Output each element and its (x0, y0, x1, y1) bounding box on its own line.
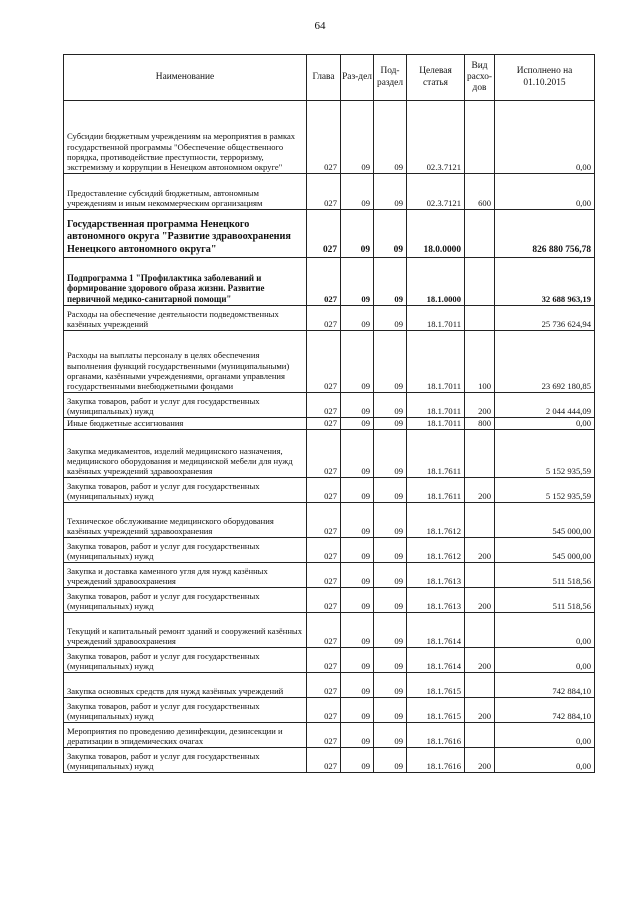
row-section: 09 (341, 673, 374, 698)
table-row (64, 306, 595, 331)
header-executed: Исполнено на 01.10.2015 (495, 55, 595, 101)
row-subsection: 09 (374, 174, 407, 210)
row-expense-type: 200 (465, 393, 495, 418)
header-section: Раз-дел (341, 55, 374, 101)
page-number: 64 (314, 20, 326, 32)
table-row (64, 538, 595, 563)
row-expense-type (465, 723, 495, 748)
row-expense-type: 200 (465, 698, 495, 723)
row-name: Мероприятия по проведению дезинфекции, дезинсекции и дератизации в эпидемических очагах (64, 723, 307, 748)
table-row (64, 478, 595, 503)
row-expense-type (465, 306, 495, 331)
row-expense-type (465, 673, 495, 698)
row-section: 09 (341, 648, 374, 673)
row-section: 09 (341, 588, 374, 613)
row-section: 09 (341, 698, 374, 723)
row-section: 09 (341, 306, 374, 331)
row-amount: 0,00 (495, 613, 595, 648)
row-target-code: 02.3.7121 (407, 174, 465, 210)
row-target-code: 18.1.7615 (407, 698, 465, 723)
row-target-code: 18.1.7613 (407, 588, 465, 613)
row-section: 09 (341, 748, 374, 773)
row-subsection: 09 (374, 478, 407, 503)
row-subsection: 09 (374, 613, 407, 648)
row-target-code: 18.1.0000 (407, 258, 465, 306)
row-name: Закупка товаров, работ и услуг для государственных (муниципальных) нужд (64, 588, 307, 613)
row-subsection: 09 (374, 588, 407, 613)
row-subsection: 09 (374, 748, 407, 773)
row-name: Расходы на выплаты персоналу в целях обеспечения выполнения функций государственными (муниципальными) органами, казёнными учреждениями, органами управления государственными внебюджетными фондами (64, 331, 307, 393)
row-expense-type: 200 (465, 478, 495, 503)
row-target-code: 18.1.7612 (407, 503, 465, 538)
row-expense-type: 200 (465, 538, 495, 563)
row-target-code: 18.1.7616 (407, 748, 465, 773)
row-expense-type (465, 613, 495, 648)
row-section: 09 (341, 174, 374, 210)
table-row (64, 673, 595, 698)
table-row (64, 648, 595, 673)
row-section: 09 (341, 101, 374, 174)
row-section: 09 (341, 418, 374, 430)
row-subsection: 09 (374, 673, 407, 698)
row-subsection: 09 (374, 210, 407, 258)
row-chapter: 027 (307, 331, 341, 393)
row-chapter: 027 (307, 101, 341, 174)
row-chapter: 027 (307, 174, 341, 210)
row-target-code: 18.1.7616 (407, 723, 465, 748)
row-subsection: 09 (374, 331, 407, 393)
row-chapter: 027 (307, 393, 341, 418)
row-target-code: 18.0.0000 (407, 210, 465, 258)
row-chapter: 027 (307, 613, 341, 648)
row-section: 09 (341, 613, 374, 648)
row-section: 09 (341, 478, 374, 503)
row-target-code: 18.1.7613 (407, 563, 465, 588)
table-row (64, 258, 595, 306)
row-expense-type: 600 (465, 174, 495, 210)
row-chapter: 027 (307, 648, 341, 673)
row-section: 09 (341, 210, 374, 258)
row-amount: 511 518,56 (495, 563, 595, 588)
row-expense-type (465, 563, 495, 588)
row-expense-type (465, 101, 495, 174)
row-subsection: 09 (374, 698, 407, 723)
row-target-code: 18.1.7612 (407, 538, 465, 563)
row-amount: 25 736 624,94 (495, 306, 595, 331)
row-amount: 5 152 935,59 (495, 430, 595, 478)
row-chapter: 027 (307, 588, 341, 613)
row-amount: 545 000,00 (495, 503, 595, 538)
row-name: Предоставление субсидий бюджетным, автономным учреждениям и иным некоммерческим организациям (64, 174, 307, 210)
row-expense-type (465, 430, 495, 478)
table-row (64, 698, 595, 723)
row-subsection: 09 (374, 563, 407, 588)
row-subsection: 09 (374, 393, 407, 418)
row-target-code: 18.1.7615 (407, 673, 465, 698)
row-amount: 742 884,10 (495, 698, 595, 723)
row-amount: 2 044 444,09 (495, 393, 595, 418)
row-chapter: 027 (307, 258, 341, 306)
table-row (64, 430, 595, 478)
row-chapter: 027 (307, 210, 341, 258)
row-target-code: 18.1.7011 (407, 331, 465, 393)
row-amount: 0,00 (495, 748, 595, 773)
table-row (64, 331, 595, 393)
table-row (64, 588, 595, 613)
table-row (64, 174, 595, 210)
row-expense-type: 200 (465, 588, 495, 613)
row-chapter: 027 (307, 723, 341, 748)
row-subsection: 09 (374, 258, 407, 306)
row-name: Закупка товаров, работ и услуг для государственных (муниципальных) нужд (64, 538, 307, 563)
row-name: Закупка товаров, работ и услуг для государственных (муниципальных) нужд (64, 393, 307, 418)
row-chapter: 027 (307, 478, 341, 503)
budget-table (63, 54, 595, 773)
row-target-code: 18.1.7011 (407, 418, 465, 430)
row-target-code: 18.1.7011 (407, 393, 465, 418)
row-amount: 545 000,00 (495, 538, 595, 563)
row-subsection: 09 (374, 503, 407, 538)
row-name: Расходы на обеспечение деятельности подведомственных казённых учреждений (64, 306, 307, 331)
row-section: 09 (341, 258, 374, 306)
row-subsection: 09 (374, 648, 407, 673)
row-name: Закупка товаров, работ и услуг для государственных (муниципальных) нужд (64, 648, 307, 673)
row-chapter: 027 (307, 698, 341, 723)
row-amount: 32 688 963,19 (495, 258, 595, 306)
row-name: Закупка и доставка каменного угля для нужд казённых учреждений здравоохранения (64, 563, 307, 588)
row-section: 09 (341, 503, 374, 538)
row-expense-type: 200 (465, 648, 495, 673)
row-amount: 0,00 (495, 723, 595, 748)
row-target-code: 18.1.7614 (407, 613, 465, 648)
row-expense-type: 100 (465, 331, 495, 393)
row-chapter: 027 (307, 748, 341, 773)
table-row (64, 393, 595, 418)
row-amount: 511 518,56 (495, 588, 595, 613)
row-subsection: 09 (374, 430, 407, 478)
row-target-code: 18.1.7011 (407, 306, 465, 331)
row-name: Иные бюджетные ассигнования (64, 418, 307, 430)
row-expense-type: 800 (465, 418, 495, 430)
header-expense-type: Вид расхо-дов (465, 55, 495, 101)
table-header-row (64, 55, 595, 101)
row-name: Закупка основных средств для нужд казённых учреждений (64, 673, 307, 698)
row-chapter: 027 (307, 538, 341, 563)
row-amount: 0,00 (495, 174, 595, 210)
row-subsection: 09 (374, 306, 407, 331)
row-chapter: 027 (307, 418, 341, 430)
row-target-code: 18.1.7611 (407, 478, 465, 503)
row-amount: 0,00 (495, 648, 595, 673)
row-chapter: 027 (307, 430, 341, 478)
row-amount: 23 692 180,85 (495, 331, 595, 393)
row-name: Субсидии бюджетным учреждениям на мероприятия в рамках государственной программы "Обеспечение общественного порядка, противодействие преступности, терроризму, экстремизму и коррупции в Ненецком автономном округе" (64, 101, 307, 174)
table-row (64, 723, 595, 748)
row-subsection: 09 (374, 723, 407, 748)
row-chapter: 027 (307, 563, 341, 588)
row-name: Техническое обслуживание медицинского оборудования казённых учреждений здравоохранения (64, 503, 307, 538)
row-subsection: 09 (374, 418, 407, 430)
row-expense-type (465, 503, 495, 538)
header-subsection: Под-раздел (374, 55, 407, 101)
table-row (64, 503, 595, 538)
row-name: Государственная программа Ненецкого автономного округа "Развитие здравоохранения Ненецкого автономного округа" (64, 210, 307, 258)
row-amount: 0,00 (495, 418, 595, 430)
row-section: 09 (341, 538, 374, 563)
row-section: 09 (341, 430, 374, 478)
header-name: Наименование (64, 55, 307, 101)
row-subsection: 09 (374, 538, 407, 563)
row-expense-type (465, 210, 495, 258)
table-row (64, 210, 595, 258)
row-amount: 742 884,10 (495, 673, 595, 698)
row-name: Подпрограмма 1 "Профилактика заболеваний и формирование здорового образа жизни. Развитие первичной медико-санитарной помощи" (64, 258, 307, 306)
row-amount: 5 152 935,59 (495, 478, 595, 503)
table-row (64, 563, 595, 588)
row-subsection: 09 (374, 101, 407, 174)
row-amount: 826 880 756,78 (495, 210, 595, 258)
row-section: 09 (341, 723, 374, 748)
row-target-code: 02.3.7121 (407, 101, 465, 174)
row-chapter: 027 (307, 503, 341, 538)
header-target: Целевая статья (407, 55, 465, 101)
row-target-code: 18.1.7614 (407, 648, 465, 673)
row-section: 09 (341, 331, 374, 393)
row-name: Закупка медикаментов, изделий медицинского назначения, медицинского оборудования и медицинской мебели для нужд казённых учреждений здравоохранения (64, 430, 307, 478)
row-name: Текущий и капитальный ремонт зданий и сооружений казённых учреждений здравоохранения (64, 613, 307, 648)
row-expense-type: 200 (465, 748, 495, 773)
row-name: Закупка товаров, работ и услуг для государственных (муниципальных) нужд (64, 748, 307, 773)
row-name: Закупка товаров, работ и услуг для государственных (муниципальных) нужд (64, 478, 307, 503)
table-row (64, 748, 595, 773)
row-chapter: 027 (307, 306, 341, 331)
table-row (64, 101, 595, 174)
table-row (64, 613, 595, 648)
row-expense-type (465, 258, 495, 306)
row-section: 09 (341, 563, 374, 588)
row-name: Закупка товаров, работ и услуг для государственных (муниципальных) нужд (64, 698, 307, 723)
row-chapter: 027 (307, 673, 341, 698)
header-chapter: Глава (307, 55, 341, 101)
row-amount: 0,00 (495, 101, 595, 174)
row-section: 09 (341, 393, 374, 418)
row-target-code: 18.1.7611 (407, 430, 465, 478)
table-row (64, 418, 595, 430)
